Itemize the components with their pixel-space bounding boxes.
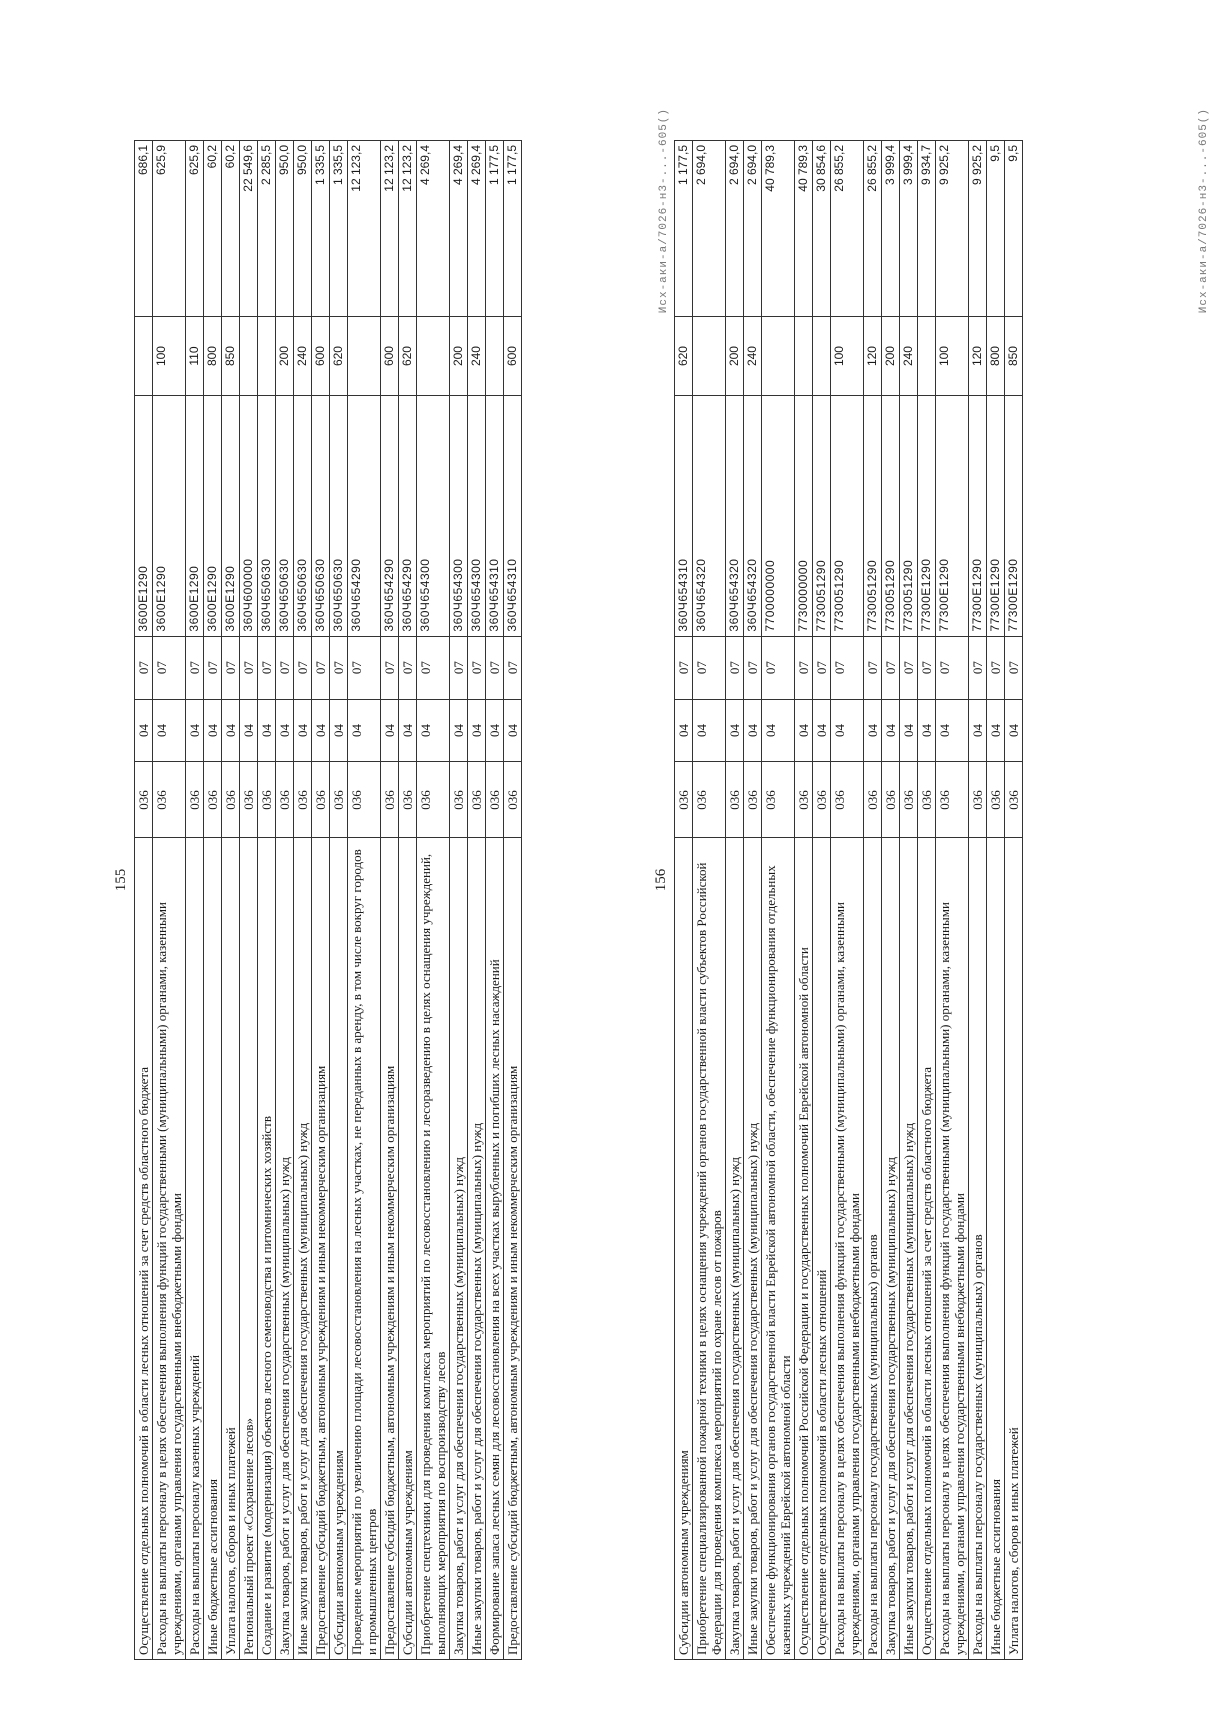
row-expense-type: 240 (900, 316, 918, 395)
page-156 (650, 100, 1210, 1660)
row-code: 036 (744, 762, 762, 838)
row-section: 04 (864, 699, 882, 762)
row-subsection: 07 (450, 636, 468, 699)
row-amount: 9 925,2 (936, 141, 969, 317)
row-subsection: 07 (900, 636, 918, 699)
row-code: 036 (258, 762, 276, 838)
row-target-code: 360Ч654310 (675, 396, 693, 637)
table-row (417, 141, 450, 1660)
table-row (153, 141, 186, 1660)
row-subsection: 07 (135, 636, 153, 699)
page-footer-stamp: Исх-аки-а/7026-н3-...-605() (658, 108, 670, 314)
budget-table (134, 140, 522, 1660)
row-amount: 26 855,2 (864, 141, 882, 317)
row-name: Расходы на выплаты персоналу в целях обеспечения выполнения функций государственными (муниципальными) органами, казенными учреждениями, органами управления государственными внебюджетными фондами (831, 838, 864, 1660)
row-target-code: 77300Е1290 (969, 396, 987, 637)
row-code: 036 (864, 762, 882, 838)
row-section: 04 (762, 699, 795, 762)
row-name: Проведение мероприятий по увеличению площади лесовосстановления на лесных участках, не переданных в аренду, в том числе вокруг городов и промышленных центров (348, 838, 381, 1660)
row-expense-type: 100 (831, 316, 864, 395)
row-amount: 60,2 (204, 141, 222, 317)
row-code: 036 (399, 762, 417, 838)
row-expense-type (135, 316, 153, 395)
table-row (795, 141, 813, 1660)
row-code: 036 (762, 762, 795, 838)
row-expense-type: 600 (312, 316, 330, 395)
row-amount: 9,5 (1005, 141, 1023, 317)
row-expense-type (258, 316, 276, 395)
row-name: Предоставление субсидий бюджетным, автономным учреждениям и иным некоммерческим организациям (504, 838, 522, 1660)
row-expense-type: 800 (987, 316, 1005, 395)
row-section: 04 (222, 699, 240, 762)
row-amount: 2 285,5 (258, 141, 276, 317)
row-name: Закупка товаров, работ и услуг для обеспечения государственных (муниципальных) нужд (726, 838, 744, 1660)
row-expense-type: 120 (969, 316, 987, 395)
row-section: 04 (348, 699, 381, 762)
row-name: Приобретение спецтехники для проведения комплекса мероприятий по лесовосстановлению и лесоразведению в целях оснащения учреждений, выполняющих мероприятия по воспроизводству лесов (417, 838, 450, 1660)
row-amount: 3 999,4 (900, 141, 918, 317)
row-expense-type: 850 (1005, 316, 1023, 395)
row-subsection: 07 (258, 636, 276, 699)
row-target-code: 3600Е1290 (204, 396, 222, 637)
table-row (240, 141, 258, 1660)
row-expense-type (348, 316, 381, 395)
row-section: 04 (276, 699, 294, 762)
row-subsection: 07 (675, 636, 693, 699)
row-subsection: 07 (186, 636, 204, 699)
row-target-code: 7700000000 (762, 396, 795, 637)
row-section: 04 (900, 699, 918, 762)
row-subsection: 07 (153, 636, 186, 699)
row-target-code: 7730000000 (795, 396, 813, 637)
row-subsection: 07 (831, 636, 864, 699)
table-row (381, 141, 399, 1660)
row-name: Иные закупки товаров, работ и услуг для обеспечения государственных (муниципальных) нужд (294, 838, 312, 1660)
row-section: 04 (882, 699, 900, 762)
row-target-code: 7730051290 (882, 396, 900, 637)
row-target-code: 7730051290 (900, 396, 918, 637)
row-name: Приобретение специализированной пожарной техники в целях оснащения учреждений органов государственной власти субъектов Российской Федерации для проведения комплекса мероприятий по охране лесов от пожаров (693, 838, 726, 1660)
table-row (726, 141, 744, 1660)
row-amount: 4 269,4 (417, 141, 450, 317)
row-subsection: 07 (276, 636, 294, 699)
table-row (204, 141, 222, 1660)
row-section: 04 (399, 699, 417, 762)
row-subsection: 07 (312, 636, 330, 699)
row-amount: 950,0 (276, 141, 294, 317)
table-row (882, 141, 900, 1660)
row-code: 036 (486, 762, 504, 838)
row-amount: 12 123,2 (399, 141, 417, 317)
row-target-code: 360Ч654300 (417, 396, 450, 637)
row-expense-type (486, 316, 504, 395)
row-target-code: 360Ч600000 (240, 396, 258, 637)
row-section: 04 (936, 699, 969, 762)
row-section: 04 (726, 699, 744, 762)
row-amount: 1 335,5 (330, 141, 348, 317)
row-subsection: 07 (1005, 636, 1023, 699)
table-row (312, 141, 330, 1660)
row-section: 04 (312, 699, 330, 762)
row-expense-type: 600 (381, 316, 399, 395)
page-footer-stamp: Исх-аки-а/7026-н3-...-605() (1198, 108, 1210, 314)
row-section: 04 (330, 699, 348, 762)
row-target-code: 3600Е1290 (222, 396, 240, 637)
row-expense-type (918, 316, 936, 395)
row-expense-type: 240 (468, 316, 486, 395)
row-expense-type: 240 (744, 316, 762, 395)
row-name: Предоставление субсидий бюджетным, автономным учреждениям и иным некоммерческим организациям (312, 838, 330, 1660)
row-expense-type: 110 (186, 316, 204, 395)
row-subsection: 07 (936, 636, 969, 699)
row-code: 036 (795, 762, 813, 838)
row-section: 04 (486, 699, 504, 762)
page-155 (110, 100, 670, 1660)
row-code: 036 (504, 762, 522, 838)
row-code: 036 (900, 762, 918, 838)
row-target-code: 3600Е1290 (135, 396, 153, 637)
row-target-code: 7730051290 (864, 396, 882, 637)
row-amount: 2 694,0 (744, 141, 762, 317)
row-code: 036 (348, 762, 381, 838)
row-expense-type: 200 (450, 316, 468, 395)
row-name: Осуществление отдельных полномочий в области лесных отношений за счет средств областного бюджета (135, 838, 153, 1660)
row-target-code: 3600Е1290 (153, 396, 186, 637)
row-code: 036 (675, 762, 693, 838)
row-target-code: 360Ч654310 (504, 396, 522, 637)
table-row (294, 141, 312, 1660)
table-row (399, 141, 417, 1660)
table-row (468, 141, 486, 1660)
row-amount: 625,9 (186, 141, 204, 317)
row-expense-type: 620 (675, 316, 693, 395)
row-subsection: 07 (468, 636, 486, 699)
row-name: Закупка товаров, работ и услуг для обеспечения государственных (муниципальных) нужд (276, 838, 294, 1660)
row-name: Расходы на выплаты персоналу государственных (муниципальных) органов (969, 838, 987, 1660)
table-row (987, 141, 1005, 1660)
row-name: Уплата налогов, сборов и иных платежей (222, 838, 240, 1660)
row-name: Иные бюджетные ассигнования (204, 838, 222, 1660)
row-amount: 3 999,4 (882, 141, 900, 317)
row-name: Региональный проект «Сохранение лесов» (240, 838, 258, 1660)
row-section: 04 (504, 699, 522, 762)
row-name: Формирование запаса лесных семян для лесовосстановления на всех участках вырубленных и погибших лесных насаждений (486, 838, 504, 1660)
row-name: Закупка товаров, работ и услуг для обеспечения государственных (муниципальных) нужд (882, 838, 900, 1660)
row-amount: 686,1 (135, 141, 153, 317)
row-subsection: 07 (762, 636, 795, 699)
row-code: 036 (330, 762, 348, 838)
row-target-code: 360Ч654290 (399, 396, 417, 637)
row-subsection: 07 (504, 636, 522, 699)
row-code: 036 (204, 762, 222, 838)
row-target-code: 360Ч654320 (726, 396, 744, 637)
row-code: 036 (813, 762, 831, 838)
row-expense-type: 100 (936, 316, 969, 395)
row-amount: 26 855,2 (831, 141, 864, 317)
row-name: Иные закупки товаров, работ и услуг для обеспечения государственных (муниципальных) нужд (744, 838, 762, 1660)
row-subsection: 07 (813, 636, 831, 699)
row-amount: 12 123,2 (381, 141, 399, 317)
row-code: 036 (882, 762, 900, 838)
row-amount: 625,9 (153, 141, 186, 317)
row-expense-type: 200 (882, 316, 900, 395)
row-expense-type: 620 (399, 316, 417, 395)
row-section: 04 (969, 699, 987, 762)
row-expense-type: 620 (330, 316, 348, 395)
row-subsection: 07 (795, 636, 813, 699)
row-section: 04 (153, 699, 186, 762)
row-subsection: 07 (486, 636, 504, 699)
table-row (348, 141, 381, 1660)
row-code: 036 (240, 762, 258, 838)
row-subsection: 07 (348, 636, 381, 699)
row-target-code: 360Ч654300 (450, 396, 468, 637)
row-target-code: 7730051290 (813, 396, 831, 637)
row-section: 04 (204, 699, 222, 762)
row-code: 036 (153, 762, 186, 838)
row-code: 036 (222, 762, 240, 838)
row-code: 036 (726, 762, 744, 838)
row-section: 04 (987, 699, 1005, 762)
table-row (762, 141, 795, 1660)
row-subsection: 07 (204, 636, 222, 699)
row-amount: 2 694,0 (693, 141, 726, 317)
row-subsection: 07 (240, 636, 258, 699)
row-name: Расходы на выплаты персоналу в целях обеспечения выполнения функций государственными (муниципальными) органами, казенными учреждениями, органами управления государственными внебюджетными фондами (936, 838, 969, 1660)
row-section: 04 (258, 699, 276, 762)
table-row (1005, 141, 1023, 1660)
row-expense-type: 800 (204, 316, 222, 395)
row-target-code: 360Ч650630 (330, 396, 348, 637)
row-section: 04 (795, 699, 813, 762)
row-subsection: 07 (744, 636, 762, 699)
table-row (744, 141, 762, 1660)
row-section: 04 (294, 699, 312, 762)
row-amount: 1 177,5 (675, 141, 693, 317)
row-section: 04 (813, 699, 831, 762)
row-name: Обеспечение функционирования органов государственной власти Еврейской автономной области, обеспечение функционирования отдельных казенных учреждений Еврейской автономной области (762, 838, 795, 1660)
row-target-code: 77300Е1290 (936, 396, 969, 637)
row-section: 04 (1005, 699, 1023, 762)
row-name: Иные бюджетные ассигнования (987, 838, 1005, 1660)
row-code: 036 (468, 762, 486, 838)
row-code: 036 (312, 762, 330, 838)
row-name: Субсидии автономным учреждениям (675, 838, 693, 1660)
row-amount: 12 123,2 (348, 141, 381, 317)
row-amount: 1 177,5 (486, 141, 504, 317)
row-subsection: 07 (330, 636, 348, 699)
row-subsection: 07 (969, 636, 987, 699)
row-target-code: 360Ч654310 (486, 396, 504, 637)
row-expense-type: 850 (222, 316, 240, 395)
table-row (918, 141, 936, 1660)
row-section: 04 (468, 699, 486, 762)
row-code: 036 (693, 762, 726, 838)
row-name: Осуществление отдельных полномочий Российской Федерации и государственных полномочий Еврейской автономной области (795, 838, 813, 1660)
row-subsection: 07 (987, 636, 1005, 699)
row-amount: 22 549,6 (240, 141, 258, 317)
table-row (135, 141, 153, 1660)
table-row (969, 141, 987, 1660)
row-subsection: 07 (693, 636, 726, 699)
row-target-code: 360Ч654290 (381, 396, 399, 637)
row-amount: 9 925,2 (969, 141, 987, 317)
row-expense-type (693, 316, 726, 395)
row-expense-type: 120 (864, 316, 882, 395)
row-name: Иные закупки товаров, работ и услуг для обеспечения государственных (муниципальных) нужд (468, 838, 486, 1660)
row-target-code: 360Ч654300 (468, 396, 486, 637)
table-row (486, 141, 504, 1660)
row-name: Осуществление отдельных полномочий в области лесных отношений (813, 838, 831, 1660)
row-section: 04 (240, 699, 258, 762)
row-target-code: 360Ч650630 (312, 396, 330, 637)
row-subsection: 07 (864, 636, 882, 699)
row-name: Осуществление отдельных полномочий в области лесных отношений за счет средств областного бюджета (918, 838, 936, 1660)
row-name: Расходы на выплаты персоналу государственных (муниципальных) органов (864, 838, 882, 1660)
row-amount: 9,5 (987, 141, 1005, 317)
row-section: 04 (381, 699, 399, 762)
row-expense-type (813, 316, 831, 395)
row-section: 04 (450, 699, 468, 762)
row-name: Уплата налогов, сборов и иных платежей (1005, 838, 1023, 1660)
row-section: 04 (744, 699, 762, 762)
row-subsection: 07 (399, 636, 417, 699)
row-code: 036 (831, 762, 864, 838)
row-code: 036 (450, 762, 468, 838)
row-code: 036 (987, 762, 1005, 838)
row-amount: 950,0 (294, 141, 312, 317)
table-row (813, 141, 831, 1660)
row-name: Расходы на выплаты персоналу в целях обеспечения выполнения функций государственными (муниципальными) органами, казенными учреждениями, органами управления государственными внебюджетными фондами (153, 838, 186, 1660)
row-code: 036 (969, 762, 987, 838)
budget-table (674, 140, 1023, 1660)
row-section: 04 (831, 699, 864, 762)
row-code: 036 (186, 762, 204, 838)
row-subsection: 07 (294, 636, 312, 699)
row-expense-type: 100 (153, 316, 186, 395)
row-target-code: 77300Е1290 (918, 396, 936, 637)
row-code: 036 (276, 762, 294, 838)
table-row (222, 141, 240, 1660)
table-row (936, 141, 969, 1660)
row-expense-type (240, 316, 258, 395)
row-expense-type (795, 316, 813, 395)
row-code: 036 (936, 762, 969, 838)
row-amount: 60,2 (222, 141, 240, 317)
row-amount: 30 854,6 (813, 141, 831, 317)
row-section: 04 (417, 699, 450, 762)
row-name: Расходы на выплаты персоналу казенных учреждений (186, 838, 204, 1660)
row-subsection: 07 (726, 636, 744, 699)
table-row (693, 141, 726, 1660)
table-row (186, 141, 204, 1660)
row-amount: 4 269,4 (468, 141, 486, 317)
row-amount: 1 177,5 (504, 141, 522, 317)
table-row (450, 141, 468, 1660)
row-section: 04 (135, 699, 153, 762)
row-name: Субсидии автономным учреждениям (399, 838, 417, 1660)
row-code: 036 (135, 762, 153, 838)
page-number: 155 (113, 868, 129, 892)
row-code: 036 (294, 762, 312, 838)
row-code: 036 (381, 762, 399, 838)
row-expense-type (417, 316, 450, 395)
row-subsection: 07 (417, 636, 450, 699)
row-amount: 2 694,0 (726, 141, 744, 317)
row-subsection: 07 (918, 636, 936, 699)
row-target-code: 360Ч654320 (693, 396, 726, 637)
row-target-code: 7730051290 (831, 396, 864, 637)
row-subsection: 07 (882, 636, 900, 699)
row-amount: 1 335,5 (312, 141, 330, 317)
row-amount: 4 269,4 (450, 141, 468, 317)
row-name: Иные закупки товаров, работ и услуг для обеспечения государственных (муниципальных) нужд (900, 838, 918, 1660)
row-amount: 40 789,3 (762, 141, 795, 317)
row-expense-type (762, 316, 795, 395)
row-section: 04 (186, 699, 204, 762)
row-subsection: 07 (381, 636, 399, 699)
row-section: 04 (693, 699, 726, 762)
row-code: 036 (918, 762, 936, 838)
row-target-code: 360Ч654290 (348, 396, 381, 637)
row-code: 036 (417, 762, 450, 838)
page-number: 156 (653, 868, 669, 892)
row-expense-type: 200 (726, 316, 744, 395)
row-target-code: 3600Е1290 (186, 396, 204, 637)
row-name: Создание и развитие (модернизация) объектов лесного семеноводства и питомнических хозяйств (258, 838, 276, 1660)
table-row (276, 141, 294, 1660)
table-row (831, 141, 864, 1660)
table-row (675, 141, 693, 1660)
row-expense-type: 200 (276, 316, 294, 395)
row-name: Субсидии автономным учреждениям (330, 838, 348, 1660)
table-row (330, 141, 348, 1660)
table-row (258, 141, 276, 1660)
table-row (864, 141, 882, 1660)
table-row (504, 141, 522, 1660)
row-target-code: 360Ч654320 (744, 396, 762, 637)
row-expense-type: 600 (504, 316, 522, 395)
row-name: Закупка товаров, работ и услуг для обеспечения государственных (муниципальных) нужд (450, 838, 468, 1660)
row-target-code: 77300Е1290 (1005, 396, 1023, 637)
row-name: Предоставление субсидий бюджетным, автономным учреждениям и иным некоммерческим организациям (381, 838, 399, 1660)
row-subsection: 07 (222, 636, 240, 699)
row-target-code: 360Ч650630 (294, 396, 312, 637)
row-section: 04 (675, 699, 693, 762)
table-row (900, 141, 918, 1660)
row-target-code: 77300Е1290 (987, 396, 1005, 637)
row-section: 04 (918, 699, 936, 762)
row-code: 036 (1005, 762, 1023, 838)
row-amount: 9 934,7 (918, 141, 936, 317)
row-expense-type: 240 (294, 316, 312, 395)
row-amount: 40 789,3 (795, 141, 813, 317)
row-target-code: 360Ч650630 (276, 396, 294, 637)
row-target-code: 360Ч650630 (258, 396, 276, 637)
